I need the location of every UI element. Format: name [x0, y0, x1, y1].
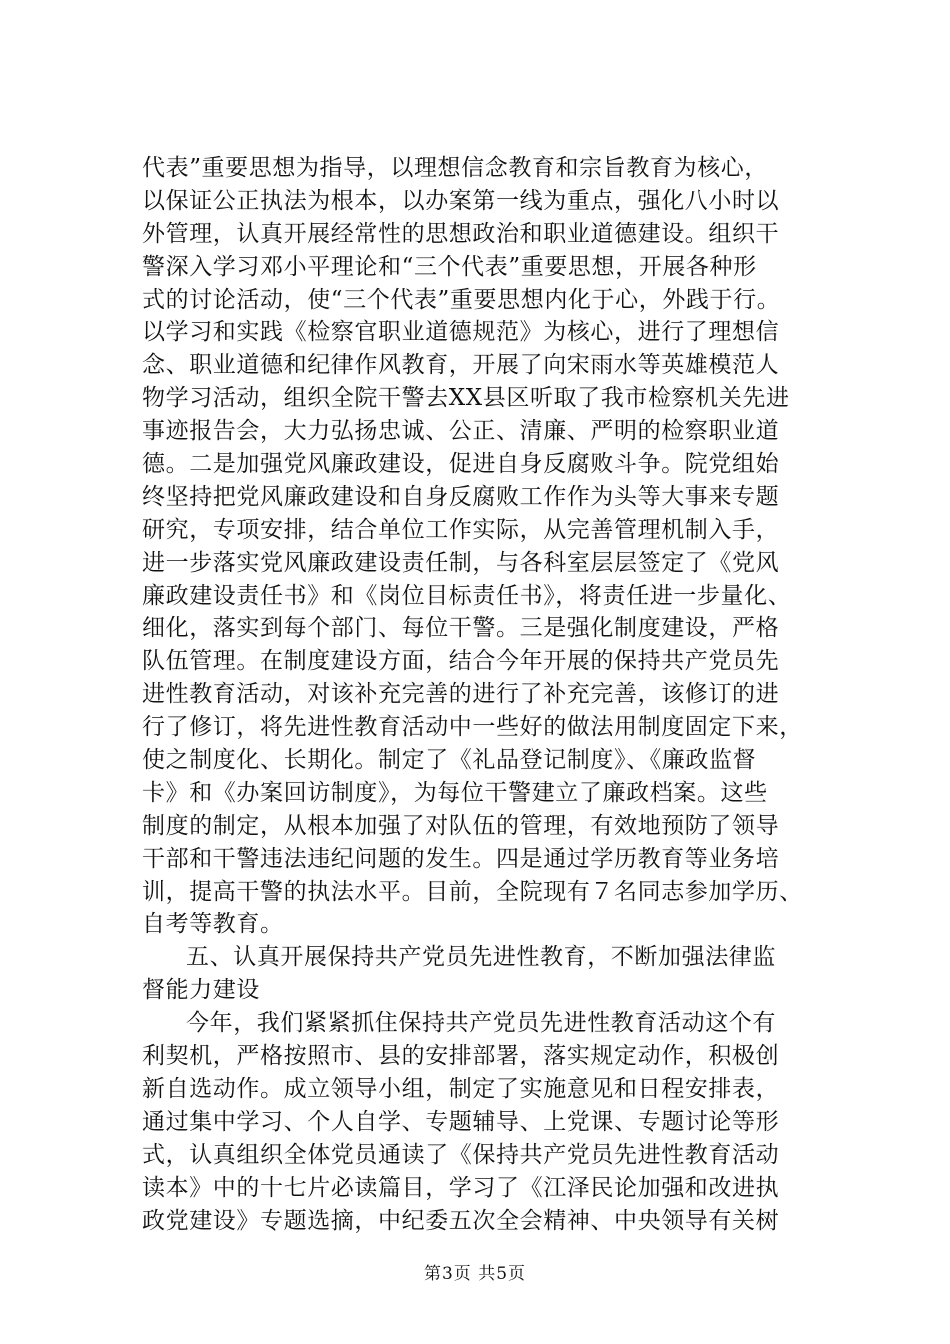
section-heading-line: 督能力建设 — [142, 977, 260, 1004]
text-line: 德。二是加强党风廉政建设，促进自身反腐败斗争。院党组始 — [142, 451, 780, 478]
page-footer — [0, 1262, 950, 1286]
text-line: 使之制度化、长期化。制定了《礼品登记制度》、《廉政监督 — [142, 747, 757, 774]
text-line: 警深入学习邓小平理论和“三个代表”重要思想，开展各种形 — [142, 253, 757, 280]
text-line: 利契机，严格按照市、县的安排部署，落实规定动作，积极创 — [142, 1043, 780, 1070]
text-line: 自考等教育。 — [142, 911, 284, 938]
text-line: 政党建设》专题选摘，中纪委五次全会精神、中央领导有关树 — [142, 1207, 780, 1234]
text-line: 以保证公正执法为根本，以办案第一线为重点，强化八小时以 — [142, 187, 780, 214]
text-line: 进性教育活动，对该补充完善的进行了补充完善，该修订的进 — [142, 681, 780, 708]
text-line: 队伍管理。在制度建设方面，结合今年开展的保持共产党员先 — [142, 648, 780, 675]
text-line: 细化，落实到每个部门、每位干警。三是强化制度建设，严格 — [142, 615, 780, 642]
text-line: 代表”重要思想为指导，以理想信念教育和宗旨教育为核心， — [142, 155, 768, 181]
text-line: 廉政建设责任书》和《岗位目标责任书》，将责任进一步量化、 — [142, 582, 792, 609]
text-line: 外管理，认真开展经常性的思想政治和职业道德建设。组织干 — [142, 220, 780, 247]
text-line: 今年，我们紧紧抓住保持共产党员先进性教育活动这个有 — [186, 1010, 776, 1037]
text-line: 终坚持把党风廉政建设和自身反腐败工作作为头等大事来专题 — [142, 483, 780, 510]
page-number-label: 第3页 共5页 — [423, 1264, 527, 1284]
text-line: 式，认真组织全体党员通读了《保持共产党员先进性教育活动 — [142, 1141, 780, 1168]
text-line: 新自选动作。成立领导小组，制定了实施意见和日程安排表， — [142, 1075, 780, 1102]
text-line: 制度的制定，从根本加强了对队伍的管理，有效地预防了领导 — [142, 812, 780, 839]
text-line: 训，提高干警的执法水平。目前，全院现有７名同志参加学历、 — [142, 878, 803, 905]
text-line: 读本》中的十七片必读篇目，学习了《江泽民论加强和改进执 — [142, 1174, 780, 1201]
text-line: 事迹报告会，大力弘扬忠诚、公正、清廉、严明的检察职业道 — [142, 418, 780, 445]
text-line: 通过集中学习、个人自学、专题辅导、上党课、专题讨论等形 — [142, 1108, 780, 1135]
text-line: 研究，专项安排，结合单位工作实际，从完善管理机制入手， — [142, 516, 780, 543]
section-heading-line: 五、认真开展保持共产党员先进性教育，不断加强法律监 — [186, 944, 776, 971]
text-line: 念、职业道德和纪律作风教育，开展了向宋雨水等英雄模范人 — [142, 352, 780, 379]
document-body — [142, 152, 832, 1237]
text-line: 卡》和《办案回访制度》，为每位干警建立了廉政档案。这些 — [142, 779, 768, 806]
text-line: 以学习和实践《检察官职业道德规范》为核心，进行了理想信 — [142, 319, 780, 346]
text-line: 行了修订，将先进性教育活动中一些好的做法用制度固定下来， — [142, 714, 803, 741]
text-line: 物学习活动，组织全院干警去XX县区听取了我市检察机关先进 — [142, 385, 790, 412]
text-line: 干部和干警违法违纪问题的发生。四是通过学历教育等业务培 — [142, 845, 780, 872]
text-line: 式的讨论活动，使“三个代表”重要思想内化于心，外践于行。 — [142, 286, 781, 313]
text-line: 进一步落实党风廉政建设责任制，与各科室层层签定了《党风 — [142, 549, 780, 576]
